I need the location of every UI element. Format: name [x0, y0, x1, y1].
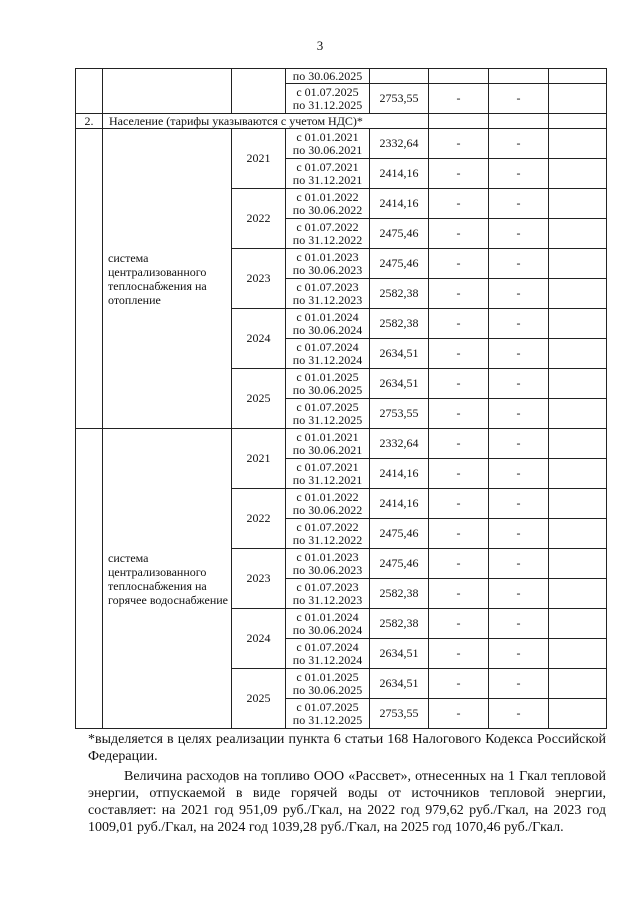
tariff-value-cell: 2332,64: [370, 429, 429, 459]
col8-cell: [549, 579, 607, 609]
col8-cell: [549, 249, 607, 279]
col6-cell: -: [429, 579, 489, 609]
col8-cell: [549, 219, 607, 249]
period-cell: с 01.01.2022 по 30.06.2022: [286, 489, 370, 519]
year-cell: 2021: [232, 429, 286, 489]
empty-cell: [549, 114, 607, 129]
num-cell: [76, 69, 103, 114]
col7-cell: -: [489, 699, 549, 729]
col8-cell: [549, 69, 607, 84]
tariff-value-cell: 2634,51: [370, 639, 429, 669]
col6-cell: -: [429, 489, 489, 519]
year-cell: 2023: [232, 549, 286, 609]
tariff-value-cell: 2634,51: [370, 339, 429, 369]
period-cell: по 30.06.2025: [286, 69, 370, 84]
col6-cell: -: [429, 549, 489, 579]
col8-cell: [549, 129, 607, 159]
col6-cell: -: [429, 279, 489, 309]
period-cell: с 01.07.2023 по 31.12.2023: [286, 279, 370, 309]
period-cell: с 01.01.2023 по 30.06.2023: [286, 249, 370, 279]
col7-cell: -: [489, 549, 549, 579]
year-cell: 2025: [232, 369, 286, 429]
tariff-value-cell: 2582,38: [370, 579, 429, 609]
col8-cell: [549, 84, 607, 114]
col7-cell: -: [489, 459, 549, 489]
tariff-value-cell: 2634,51: [370, 369, 429, 399]
col6-cell: -: [429, 189, 489, 219]
category-cell: система централизованного теплоснабжения на отопление: [103, 129, 232, 429]
period-cell: с 01.07.2021 по 31.12.2021: [286, 459, 370, 489]
col7-cell: -: [489, 609, 549, 639]
tariff-value-cell: 2414,16: [370, 159, 429, 189]
num-cell: [76, 129, 103, 429]
col7-cell: -: [489, 129, 549, 159]
col6-cell: -: [429, 369, 489, 399]
tariff-table: [75, 68, 607, 729]
category-cell: [103, 69, 232, 114]
col6-cell: -: [429, 429, 489, 459]
table-row: [76, 69, 607, 84]
col8-cell: [549, 549, 607, 579]
col6-cell: -: [429, 339, 489, 369]
year-cell: 2022: [232, 189, 286, 249]
period-cell: с 01.07.2021 по 31.12.2021: [286, 159, 370, 189]
col7-cell: -: [489, 84, 549, 114]
num-cell: [76, 429, 103, 729]
section-title: Население (тарифы указываются с учетом НДС)*: [103, 114, 429, 129]
col8-cell: [549, 639, 607, 669]
period-cell: с 01.01.2025 по 30.06.2025: [286, 369, 370, 399]
col6-cell: -: [429, 129, 489, 159]
period-cell: с 01.01.2024 по 30.06.2024: [286, 309, 370, 339]
col6-cell: -: [429, 309, 489, 339]
fuel-cost-paragraph: Величина расходов на топливо ООО «Рассвет», отнесенных на 1 Гкал тепловой энергии, отпускаемой в виде горячей воды от источников тепловой энергии, составляет: на 2021 год 951,09 руб./Гкал, на 2022 год 979,62 руб./Гкал, на 2023 год 1009,01 руб./Гкал, на 2024 год 1039,28 руб./Гкал, на 2025 год 1070,46 руб./Гкал.: [88, 769, 606, 835]
tariff-table-body: [76, 69, 607, 729]
period-cell: с 01.07.2024 по 31.12.2024: [286, 639, 370, 669]
period-cell: с 01.01.2021 по 30.06.2021: [286, 129, 370, 159]
period-cell: с 01.01.2022 по 30.06.2022: [286, 189, 370, 219]
tariff-value-cell: 2332,64: [370, 129, 429, 159]
col8-cell: [549, 609, 607, 639]
table-row: [76, 114, 607, 129]
tariff-value-cell: 2475,46: [370, 519, 429, 549]
col8-cell: [549, 279, 607, 309]
col6-cell: -: [429, 699, 489, 729]
year-cell: 2024: [232, 309, 286, 369]
col7-cell: -: [489, 489, 549, 519]
table-row: [76, 429, 607, 459]
period-cell: с 01.01.2021 по 30.06.2021: [286, 429, 370, 459]
footnote: *выделяется в целях реализации пункта 6 статьи 168 Налогового Кодекса Российской Федерации.: [88, 732, 606, 764]
period-cell: с 01.07.2022 по 31.12.2022: [286, 519, 370, 549]
year-cell: 2022: [232, 489, 286, 549]
period-cell: с 01.07.2025 по 31.12.2025: [286, 84, 370, 114]
col6-cell: -: [429, 519, 489, 549]
col8-cell: [549, 309, 607, 339]
year-cell: 2025: [232, 669, 286, 729]
col7-cell: -: [489, 669, 549, 699]
period-cell: с 01.07.2023 по 31.12.2023: [286, 579, 370, 609]
year-cell: 2021: [232, 129, 286, 189]
period-cell: с 01.07.2024 по 31.12.2024: [286, 339, 370, 369]
page-number: 3: [316, 38, 324, 53]
col8-cell: [549, 489, 607, 519]
col7-cell: -: [489, 369, 549, 399]
table-row: [76, 129, 607, 159]
col6-cell: -: [429, 669, 489, 699]
col6-cell: -: [429, 249, 489, 279]
col6-cell: -: [429, 639, 489, 669]
period-cell: с 01.01.2023 по 30.06.2023: [286, 549, 370, 579]
col8-cell: [549, 189, 607, 219]
col7-cell: -: [489, 189, 549, 219]
col6-cell: -: [429, 399, 489, 429]
col7-cell: -: [489, 309, 549, 339]
section-number: 2.: [76, 114, 103, 129]
tariff-value-cell: 2634,51: [370, 669, 429, 699]
empty-cell: [489, 114, 549, 129]
period-cell: с 01.07.2025 по 31.12.2025: [286, 399, 370, 429]
tariff-value-cell: 2475,46: [370, 249, 429, 279]
col7-cell: -: [489, 579, 549, 609]
col6-cell: -: [429, 609, 489, 639]
col7-cell: -: [489, 399, 549, 429]
tariff-value-cell: 2582,38: [370, 279, 429, 309]
col7-cell: -: [489, 249, 549, 279]
col8-cell: [549, 159, 607, 189]
col8-cell: [549, 369, 607, 399]
period-cell: с 01.01.2025 по 30.06.2025: [286, 669, 370, 699]
year-cell: 2024: [232, 609, 286, 669]
empty-cell: [429, 114, 489, 129]
col8-cell: [549, 429, 607, 459]
col6-cell: -: [429, 459, 489, 489]
col6-cell: -: [429, 84, 489, 114]
col6-cell: [429, 69, 489, 84]
tariff-value-cell: 2475,46: [370, 219, 429, 249]
col6-cell: -: [429, 159, 489, 189]
category-cell: система централизованного теплоснабжения на горячее водоснабжение: [103, 429, 232, 729]
tariff-value-cell: 2414,16: [370, 459, 429, 489]
tariff-value-cell: 2582,38: [370, 609, 429, 639]
col7-cell: -: [489, 279, 549, 309]
col7-cell: -: [489, 219, 549, 249]
tariff-value-cell: 2753,55: [370, 84, 429, 114]
period-cell: с 01.01.2024 по 30.06.2024: [286, 609, 370, 639]
tariff-value-cell: 2753,55: [370, 699, 429, 729]
col7-cell: -: [489, 639, 549, 669]
col7-cell: -: [489, 519, 549, 549]
col8-cell: [549, 399, 607, 429]
tariff-value-cell: 2414,16: [370, 489, 429, 519]
year-cell: 2023: [232, 249, 286, 309]
col7-cell: [489, 69, 549, 84]
col8-cell: [549, 519, 607, 549]
tariff-value-cell: 2414,16: [370, 189, 429, 219]
col8-cell: [549, 699, 607, 729]
col8-cell: [549, 459, 607, 489]
col6-cell: -: [429, 219, 489, 249]
col7-cell: -: [489, 339, 549, 369]
col8-cell: [549, 339, 607, 369]
period-cell: с 01.07.2025 по 31.12.2025: [286, 699, 370, 729]
col7-cell: -: [489, 159, 549, 189]
col7-cell: -: [489, 429, 549, 459]
period-cell: с 01.07.2022 по 31.12.2022: [286, 219, 370, 249]
tariff-value-cell: [370, 69, 429, 84]
col8-cell: [549, 669, 607, 699]
tariff-value-cell: 2753,55: [370, 399, 429, 429]
year-cell: [232, 69, 286, 114]
tariff-value-cell: 2475,46: [370, 549, 429, 579]
tariff-value-cell: 2582,38: [370, 309, 429, 339]
